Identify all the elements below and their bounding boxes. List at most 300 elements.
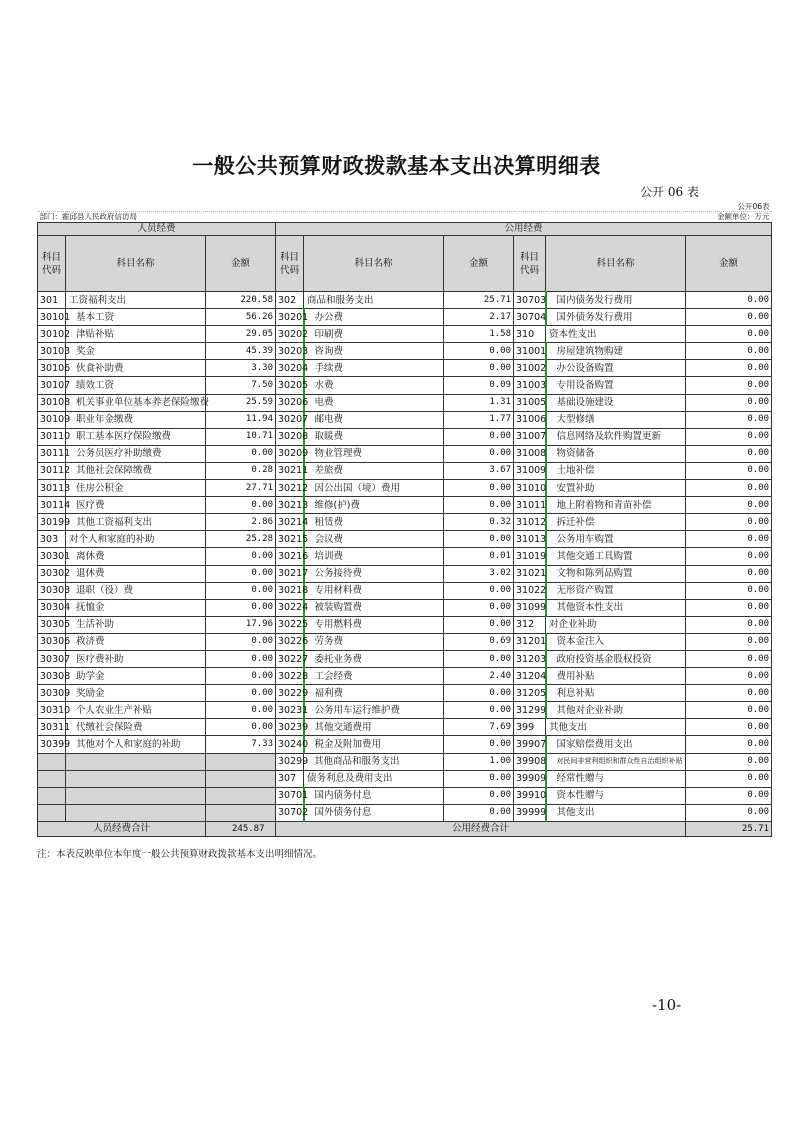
cell-name: 国外债务付息: [304, 804, 444, 821]
cell-code: 30399: [38, 736, 66, 753]
cell-name: 其他商品和服务支出: [304, 753, 444, 770]
cell-name: 专用设备购置: [546, 377, 686, 394]
cell-amount: 0.00: [444, 787, 514, 804]
cell-name: [66, 770, 206, 787]
cell-code: 39908: [514, 753, 546, 770]
cell-amount: 27.71: [206, 480, 276, 497]
col-header-amount: 金额: [206, 236, 276, 292]
cell-name: 离休费: [66, 548, 206, 565]
table-row: [38, 668, 772, 685]
cell-code: 31019: [514, 548, 546, 565]
cell-amount: 0.00: [686, 582, 772, 599]
cell-name: 其他社会保障缴费: [66, 462, 206, 479]
cell-name: 土地补偿: [546, 462, 686, 479]
cell-amount: 0.00: [686, 633, 772, 650]
cell-code: 30204: [276, 360, 304, 377]
cell-amount: 0.00: [444, 531, 514, 548]
cell-name: 对个人和家庭的补助: [66, 531, 206, 548]
cell-code: 30240: [276, 736, 304, 753]
cell-amount: 0.00: [444, 582, 514, 599]
cell-name: 无形资产购置: [546, 582, 686, 599]
cell-code: 30306: [38, 633, 66, 650]
cell-code: 30208: [276, 428, 304, 445]
table-row: [38, 445, 772, 462]
cell-code: 39999: [514, 804, 546, 821]
cell-name: 安置补助: [546, 480, 686, 497]
cell-code: 30199: [38, 514, 66, 531]
cell-amount: 7.33: [206, 736, 276, 753]
cell-name: 资本性赠与: [546, 787, 686, 804]
cell-code: 30215: [276, 531, 304, 548]
cell-amount: 0.00: [686, 753, 772, 770]
cell-amount: 0.00: [686, 770, 772, 787]
table-row: [38, 753, 772, 770]
cell-code: 30213: [276, 497, 304, 514]
cell-amount: 10.71: [206, 428, 276, 445]
cell-name: 伙食补助费: [66, 360, 206, 377]
totals-row: [38, 821, 772, 836]
cell-name: 劳务费: [304, 633, 444, 650]
col-header-code: 科目代码: [38, 236, 66, 292]
footnote: 注：本表反映单位本年度一般公共预算财政拨款基本支出明细情况。: [37, 849, 323, 860]
cell-name: 被装购置费: [304, 599, 444, 616]
cell-amount: 0.00: [686, 650, 772, 667]
cell-amount: 7.69: [444, 719, 514, 736]
cell-code: 30110: [38, 428, 66, 445]
cell-amount: 0.00: [686, 326, 772, 343]
cell-amount: 29.05: [206, 326, 276, 343]
cell-amount: 0.00: [686, 428, 772, 445]
cell-code: 303: [38, 531, 66, 548]
cell-amount: 0.00: [686, 804, 772, 821]
cell-name: 奖励金: [66, 685, 206, 702]
cell-code: 39907: [514, 736, 546, 753]
cell-amount: 0.00: [444, 736, 514, 753]
col-header-code: 科目代码: [276, 236, 304, 292]
cell-code: 31002: [514, 360, 546, 377]
cell-code: 30109: [38, 411, 66, 428]
col-header-code: 科目代码: [514, 236, 546, 292]
cell-code: 30212: [276, 480, 304, 497]
department-label: 部门：霍邱县人民政府信访局: [39, 212, 137, 221]
cell-code: 30201: [276, 309, 304, 326]
cell-code: 30111: [38, 445, 66, 462]
cell-code: 30309: [38, 685, 66, 702]
cell-name: 经常性赠与: [546, 770, 686, 787]
cell-name: 资本金注入: [546, 633, 686, 650]
cell-amount: 0.01: [444, 548, 514, 565]
cell-name: 会议费: [304, 531, 444, 548]
table-row: [38, 650, 772, 667]
cell-name: 税金及附加费用: [304, 736, 444, 753]
table-row: [38, 599, 772, 616]
table-row: [38, 804, 772, 821]
cell-name: 抚恤金: [66, 599, 206, 616]
cell-code: 30112: [38, 462, 66, 479]
cell-code: 30303: [38, 582, 66, 599]
cell-code: 39910: [514, 787, 546, 804]
cell-name: 奖金: [66, 343, 206, 360]
cell-name: [66, 753, 206, 770]
cell-code: 30231: [276, 702, 304, 719]
cell-name: 其他交通费用: [304, 719, 444, 736]
cell-name: 维修(护)费: [304, 497, 444, 514]
table-row: [38, 292, 772, 309]
cell-code: 30114: [38, 497, 66, 514]
cell-name: 国外债务发行费用: [546, 309, 686, 326]
cell-code: 31001: [514, 343, 546, 360]
cell-amount: 3.02: [444, 565, 514, 582]
section-public: 公用经费: [276, 223, 772, 236]
cell-name: 拆迁补偿: [546, 514, 686, 531]
cell-name: 物资储备: [546, 445, 686, 462]
cell-name: 其他工资福利支出: [66, 514, 206, 531]
cell-name: 其他支出: [546, 719, 686, 736]
cell-code: [38, 753, 66, 770]
cell-name: 公务用车运行维护费: [304, 702, 444, 719]
cell-amount: 56.26: [206, 309, 276, 326]
cell-amount: 0.00: [206, 633, 276, 650]
cell-amount: 0.00: [206, 719, 276, 736]
cell-name: 费用补贴: [546, 668, 686, 685]
cell-name: 因公出国（境）费用: [304, 480, 444, 497]
cell-name: 其他对企业补助: [546, 702, 686, 719]
cell-name: 办公费: [304, 309, 444, 326]
col-header-name: 科目名称: [304, 236, 444, 292]
cell-code: 30218: [276, 582, 304, 599]
table-row: [38, 787, 772, 804]
table-row: [38, 428, 772, 445]
cell-name: 职工基本医疗保险缴费: [66, 428, 206, 445]
cell-amount: 0.00: [206, 702, 276, 719]
cell-code: 31005: [514, 394, 546, 411]
cell-code: 31012: [514, 514, 546, 531]
table-row: [38, 394, 772, 411]
cell-amount: 0.00: [444, 445, 514, 462]
cell-name: 福利费: [304, 685, 444, 702]
col-header-amount: 金额: [686, 236, 772, 292]
cell-amount: 2.17: [444, 309, 514, 326]
cell-code: 31205: [514, 685, 546, 702]
cell-amount: 0.00: [444, 702, 514, 719]
cell-code: 30214: [276, 514, 304, 531]
cell-name: 津贴补贴: [66, 326, 206, 343]
cell-amount: 0.00: [686, 360, 772, 377]
cell-code: 30108: [38, 394, 66, 411]
cell-name: 商品和服务支出: [304, 292, 444, 309]
cell-name: 培训费: [304, 548, 444, 565]
cell-code: [38, 770, 66, 787]
cell-amount: 1.77: [444, 411, 514, 428]
cell-amount: 0.00: [444, 343, 514, 360]
table-row: [38, 360, 772, 377]
cell-amount: 0.09: [444, 377, 514, 394]
cell-code: 31013: [514, 531, 546, 548]
col-header-name: 科目名称: [546, 236, 686, 292]
cell-code: 31022: [514, 582, 546, 599]
personnel-total-value: 245.87: [206, 821, 276, 836]
cell-code: 30228: [276, 668, 304, 685]
cell-code: 30239: [276, 719, 304, 736]
table-row: [38, 582, 772, 599]
cell-name: 助学金: [66, 668, 206, 685]
cell-code: 30702: [276, 804, 304, 821]
cell-amount: 0.00: [686, 445, 772, 462]
cell-name: 其他对个人和家庭的补助: [66, 736, 206, 753]
cell-code: 31009: [514, 462, 546, 479]
cell-amount: 0.00: [686, 719, 772, 736]
column-header-row: [38, 236, 772, 292]
page-number: -10-: [652, 996, 682, 1014]
cell-name: 退职（役）费: [66, 582, 206, 599]
cell-amount: 0.00: [444, 360, 514, 377]
cell-code: 30211: [276, 462, 304, 479]
cell-amount: 0.00: [686, 616, 772, 633]
public-total-label: 公用经费合计: [276, 821, 686, 836]
cell-name: 邮电费: [304, 411, 444, 428]
cell-amount: 17.96: [206, 616, 276, 633]
table-row: [38, 343, 772, 360]
cell-code: 30106: [38, 360, 66, 377]
cell-name: 机关事业单位基本养老保险缴费: [66, 394, 206, 411]
cell-code: 30203: [276, 343, 304, 360]
cell-amount: 2.86: [206, 514, 276, 531]
cell-name: 救济费: [66, 633, 206, 650]
cell-name: 医疗费补助: [66, 650, 206, 667]
cell-code: 30310: [38, 702, 66, 719]
cell-name: 租赁费: [304, 514, 444, 531]
cell-name: 代缴社会保险费: [66, 719, 206, 736]
cell-amount: 25.71: [444, 292, 514, 309]
cell-name: 利息补贴: [546, 685, 686, 702]
table-row: [38, 633, 772, 650]
cell-name: 工会经费: [304, 668, 444, 685]
cell-code: 30307: [38, 650, 66, 667]
cell-name: 国内债务发行费用: [546, 292, 686, 309]
cell-code: 30301: [38, 548, 66, 565]
cell-name: 资本性支出: [546, 326, 686, 343]
cell-name: 公务员医疗补助缴费: [66, 445, 206, 462]
cell-name: 职业年金缴费: [66, 411, 206, 428]
col-header-amount: 金额: [444, 236, 514, 292]
cell-code: 30207: [276, 411, 304, 428]
cell-code: 39909: [514, 770, 546, 787]
cell-code: 30205: [276, 377, 304, 394]
cell-code: 30226: [276, 633, 304, 650]
cell-name: 取暖费: [304, 428, 444, 445]
cell-name: 绩效工资: [66, 377, 206, 394]
personnel-total-label: 人员经费合计: [38, 821, 206, 836]
cell-code: 30311: [38, 719, 66, 736]
table-row: [38, 480, 772, 497]
cell-code: 30102: [38, 326, 66, 343]
cell-amount: 0.00: [444, 599, 514, 616]
cell-code: 30216: [276, 548, 304, 565]
cell-name: 办公设备购置: [546, 360, 686, 377]
cell-name: 其他支出: [546, 804, 686, 821]
cell-name: 地上附着物和青苗补偿: [546, 497, 686, 514]
cell-code: 30308: [38, 668, 66, 685]
cell-code: 30206: [276, 394, 304, 411]
cell-amount: 3.67: [444, 462, 514, 479]
cell-code: [38, 804, 66, 821]
cell-amount: 0.00: [686, 292, 772, 309]
cell-amount: 0.00: [206, 685, 276, 702]
cell-amount: 1.31: [444, 394, 514, 411]
cell-amount: 7.50: [206, 377, 276, 394]
table-row: [38, 616, 772, 633]
cell-name: 个人农业生产补贴: [66, 702, 206, 719]
cell-name: [66, 804, 206, 821]
cell-name: 专用材料费: [304, 582, 444, 599]
cell-amount: [206, 787, 276, 804]
cell-code: 30304: [38, 599, 66, 616]
table-row: [38, 702, 772, 719]
cell-amount: 3.30: [206, 360, 276, 377]
cell-name: 其他资本性支出: [546, 599, 686, 616]
cell-amount: 0.00: [686, 702, 772, 719]
cell-amount: 0.00: [686, 462, 772, 479]
table-row: [38, 565, 772, 582]
cell-code: 30703: [514, 292, 546, 309]
cell-code: 31010: [514, 480, 546, 497]
cell-amount: 0.00: [206, 650, 276, 667]
table-row: [38, 411, 772, 428]
cell-amount: 0.00: [444, 428, 514, 445]
cell-amount: 0.00: [686, 685, 772, 702]
spreadsheet: [37, 202, 772, 837]
cell-amount: 0.00: [686, 480, 772, 497]
cell-amount: 0.00: [206, 497, 276, 514]
cell-amount: 0.00: [686, 548, 772, 565]
cell-amount: 0.00: [444, 616, 514, 633]
table-row: [38, 548, 772, 565]
sheet-form-number: 公开06表: [686, 202, 772, 212]
cell-amount: 0.00: [444, 685, 514, 702]
cell-amount: 2.40: [444, 668, 514, 685]
meta-row: [38, 212, 772, 223]
expenditure-table: [37, 202, 772, 837]
cell-name: 信息网络及软件购置更新: [546, 428, 686, 445]
cell-code: 307: [276, 770, 304, 787]
cell-code: 31021: [514, 565, 546, 582]
cell-amount: 0.00: [444, 650, 514, 667]
cell-amount: 11.94: [206, 411, 276, 428]
cell-amount: 0.00: [444, 480, 514, 497]
cell-name: 生活补助: [66, 616, 206, 633]
cell-amount: 25.28: [206, 531, 276, 548]
cell-name: 基本工资: [66, 309, 206, 326]
cell-code: 30302: [38, 565, 66, 582]
cell-code: 30224: [276, 599, 304, 616]
cell-amount: 0.00: [686, 309, 772, 326]
cell-code: 31006: [514, 411, 546, 428]
cell-amount: 0.00: [686, 668, 772, 685]
cell-code: 30217: [276, 565, 304, 582]
cell-code: 30299: [276, 753, 304, 770]
cell-name: 物业管理费: [304, 445, 444, 462]
cell-amount: 0.00: [206, 548, 276, 565]
cell-code: 399: [514, 719, 546, 736]
cell-amount: 25.59: [206, 394, 276, 411]
cell-amount: [206, 753, 276, 770]
cell-code: 31204: [514, 668, 546, 685]
cell-amount: 0.00: [686, 565, 772, 582]
cell-amount: [206, 804, 276, 821]
cell-name: 对企业补助: [546, 616, 686, 633]
cell-code: 30225: [276, 616, 304, 633]
cell-amount: [206, 770, 276, 787]
cell-name: 政府投资基金股权投资: [546, 650, 686, 667]
table-row: [38, 309, 772, 326]
cell-amount: 0.00: [206, 565, 276, 582]
cell-amount: 0.00: [444, 804, 514, 821]
cell-amount: 0.00: [686, 531, 772, 548]
cell-code: 31299: [514, 702, 546, 719]
cell-amount: 0.00: [444, 497, 514, 514]
cell-code: 310: [514, 326, 546, 343]
cell-name: 印刷费: [304, 326, 444, 343]
cell-code: 30227: [276, 650, 304, 667]
cell-code: 301: [38, 292, 66, 309]
cell-name: 住房公积金: [66, 480, 206, 497]
cell-name: 退休费: [66, 565, 206, 582]
cell-name: 水费: [304, 377, 444, 394]
table-row: [38, 326, 772, 343]
cell-name: 房屋建筑物购建: [546, 343, 686, 360]
cell-name: 公务用车购置: [546, 531, 686, 548]
table-row: [38, 736, 772, 753]
form-number: 公开 06 表: [640, 185, 699, 199]
cell-name: 咨询费: [304, 343, 444, 360]
cell-name: 手续费: [304, 360, 444, 377]
cell-name: 其他交通工具购置: [546, 548, 686, 565]
cell-amount: 220.58: [206, 292, 276, 309]
cell-code: 31203: [514, 650, 546, 667]
cell-code: 30704: [514, 309, 546, 326]
section-personnel: 人员经费: [38, 223, 276, 236]
cell-amount: 0.00: [206, 599, 276, 616]
cell-name: 委托业务费: [304, 650, 444, 667]
cell-amount: 0.00: [686, 394, 772, 411]
cell-amount: 0.28: [206, 462, 276, 479]
cell-code: 31007: [514, 428, 546, 445]
cell-name: 对民间非营利组织和群众性自治组织补贴: [546, 753, 686, 770]
meta-row-top: [38, 202, 772, 212]
unit-label: 金额单位：万元: [717, 212, 770, 221]
cell-name: 国家赔偿费用支出: [546, 736, 686, 753]
table-row: [38, 514, 772, 531]
cell-name: 公务接待费: [304, 565, 444, 582]
cell-name: 国内债务付息: [304, 787, 444, 804]
cell-amount: 0.32: [444, 514, 514, 531]
table-row: [38, 462, 772, 479]
cell-amount: 0.00: [686, 497, 772, 514]
cell-code: 312: [514, 616, 546, 633]
cell-amount: 0.69: [444, 633, 514, 650]
cell-name: 专用燃料费: [304, 616, 444, 633]
cell-code: 302: [276, 292, 304, 309]
cell-name: 差旅费: [304, 462, 444, 479]
cell-code: 30103: [38, 343, 66, 360]
cell-name: 大型修缮: [546, 411, 686, 428]
table-row: [38, 719, 772, 736]
cell-name: 债务利息及费用支出: [304, 770, 444, 787]
cell-code: 30113: [38, 480, 66, 497]
table-row: [38, 497, 772, 514]
cell-amount: 0.00: [686, 599, 772, 616]
cell-name: 工资福利支出: [66, 292, 206, 309]
